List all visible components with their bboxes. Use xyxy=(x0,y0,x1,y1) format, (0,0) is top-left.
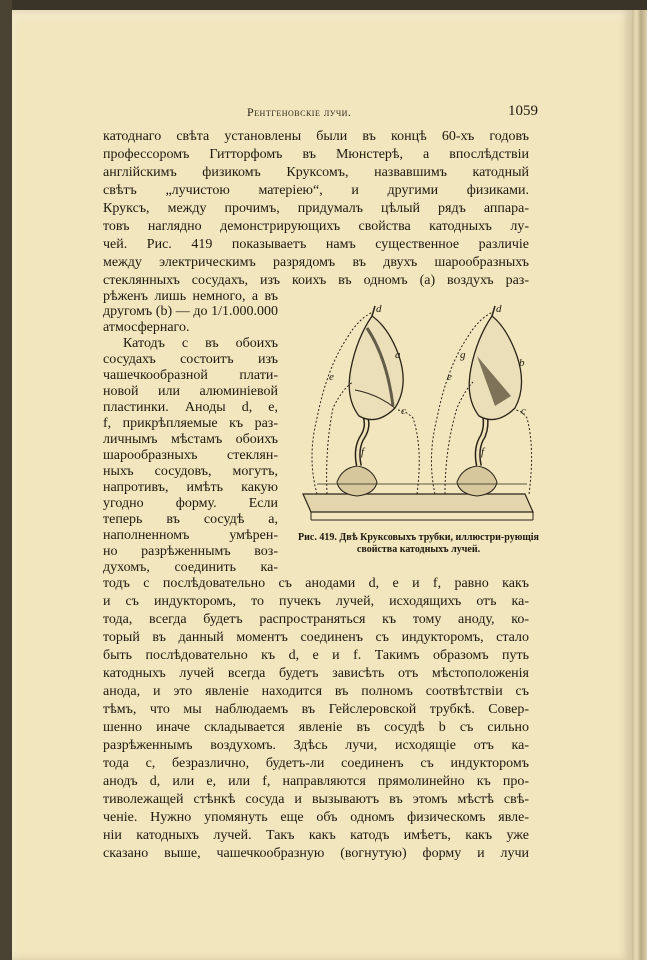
label-c1: c xyxy=(401,405,406,417)
label-d1: d xyxy=(376,303,382,315)
label-a: a xyxy=(395,349,401,361)
text-line: ныхъ сосудовъ, могутъ, xyxy=(103,464,278,479)
label-c2: c xyxy=(521,405,526,417)
book-page xyxy=(12,10,632,960)
text-line: и съ индукторомъ, то пучекъ лучей, исходящихъ отъ ка- xyxy=(103,594,529,609)
label-e2: e xyxy=(447,371,452,383)
text-line: ніи катодныхъ лучей. Такъ какъ катодъ имѣетъ, какъ уже xyxy=(103,828,529,843)
label-g: g xyxy=(460,349,466,361)
text-line: Катодъ c въ обоихъ xyxy=(123,336,278,351)
text-line: сказано выше, чашечкообразную (вогнутую) форму и лучи xyxy=(103,846,529,861)
running-head: Рентгеновскіе лучи. xyxy=(247,105,352,119)
text-line: напротивъ, имѣть какую xyxy=(103,480,278,495)
text-line: теперь въ сосудѣ a, xyxy=(103,512,278,527)
text-line: свѣтъ „лучистою матеріею“, и другими физиками. xyxy=(103,183,529,198)
crookes-tubes-illustration xyxy=(297,298,537,530)
text-line: но разрѣженнымъ воз- xyxy=(103,544,278,559)
page-number: 1059 xyxy=(508,103,538,119)
text-line: стеклянныхъ сосудахъ, изъ коихъ въ одномъ (a) воздухъ раз- xyxy=(103,273,529,288)
text-line: Круксъ, между прочимъ, придумалъ цѣлый рядъ аппара- xyxy=(103,201,529,216)
figure-caption: Рис. 419. Двѣ Круксовыхъ трубки, иллюстри-рующія свойства катодныхъ лучей. xyxy=(298,532,539,555)
text-line: тода c, безразлично, будетъ-ли соединенъ съ индукторомъ xyxy=(103,756,529,771)
text-line: англійскимъ физикомъ Круксомъ, назвавшимъ катодный xyxy=(103,165,529,180)
text-line: шенно иначе складывается явленіе въ сосудѣ b съ сильно xyxy=(103,720,529,735)
text-line: пластинки. Аноды d, e, xyxy=(103,400,278,415)
text-line: шарообразныхъ стеклян- xyxy=(103,448,278,463)
text-line: анодъ d, или e, или f, направляются прямолинейно къ про- xyxy=(103,774,529,789)
text-line: личнымъ мѣстамъ обоихъ xyxy=(103,432,278,447)
text-line: чашечкообразной плати- xyxy=(103,368,278,383)
page-header xyxy=(12,105,632,125)
book-page-edges xyxy=(632,10,647,960)
text-line: рѣженъ лишь немного, а въ xyxy=(103,289,278,304)
label-d2: d xyxy=(496,303,502,315)
crookes-tubes-drawing xyxy=(297,298,537,530)
text-line: тодъ c послѣдовательно съ анодами d, e и f, равно какъ xyxy=(103,576,529,591)
text-line: быть послѣдовательно къ d, e и f. Такимъ образомъ путь xyxy=(103,648,529,663)
text-line: анода, и это явленіе находится въ полномъ соотвѣтствіи съ xyxy=(103,684,529,699)
text-line: угодно форму. Если xyxy=(103,496,278,511)
text-line: профессоромъ Гитторфомъ въ Мюнстерѣ, а впослѣдствіи xyxy=(103,147,529,162)
text-line: другомъ (b) — до 1/1.000.000 xyxy=(103,304,278,319)
text-line: духомъ, соединить ка- xyxy=(103,560,278,575)
text-line: чей. Рис. 419 показываетъ намъ существенное различіе xyxy=(103,237,529,252)
text-line: катодныхъ лучей всегда будетъ зависѣть отъ мѣстоположенія xyxy=(103,666,529,681)
text-line: между электрическимъ разрядомъ въ двухъ шарообразныхъ xyxy=(103,255,529,270)
text-line: f, прикрѣпляемые къ раз- xyxy=(103,416,278,431)
text-line: наполненномъ умѣрен- xyxy=(103,528,278,543)
label-f1: f xyxy=(361,446,365,458)
text-line: атмосфернаго. xyxy=(103,320,190,335)
label-e1: e xyxy=(329,371,334,383)
label-b: b xyxy=(519,357,525,369)
text-line: сосудахъ состоитъ изъ xyxy=(103,352,278,367)
text-line: разрѣженнымъ воздухомъ. Здѣсь лучи, исходящіе отъ ка- xyxy=(103,738,529,753)
text-line: тода, всегда будетъ распространяться къ тому аноду, ко- xyxy=(103,612,529,627)
text-line: тиволежащей стѣнкѣ сосуда и вызываютъ въ этомъ мѣстѣ свѣ- xyxy=(103,792,529,807)
text-line: новой или алюминіевой xyxy=(103,384,278,399)
text-line: торый въ данный моментъ соединенъ съ индукторомъ, стало xyxy=(103,630,529,645)
scan-top-border xyxy=(12,0,647,10)
text-line: товъ наглядно демонстрирующихъ свойства катодныхъ лу- xyxy=(103,219,529,234)
text-line: тѣмъ, что мы наблюдаемъ въ Гейслеровской трубкѣ. Совер- xyxy=(103,702,529,717)
text-line: катоднаго свѣта установлены были въ концѣ 60-хъ годовъ xyxy=(103,129,529,144)
text-line: ченіе. Нужно упомянуть еще объ одномъ физическомъ явле- xyxy=(103,810,529,825)
label-f2: f xyxy=(481,446,485,458)
